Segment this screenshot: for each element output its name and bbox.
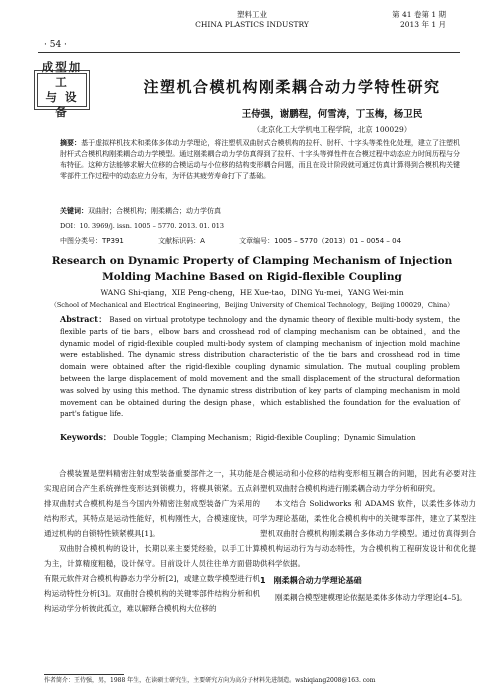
authors-en: WANG Shi-qiang，XIE Peng-cheng，HE Xue-tao，DING Yu-mei，YANG Wei-min [100, 288, 404, 297]
issue-info [392, 10, 446, 30]
journal-name-en: CHINA PLASTICS INDUSTRY [195, 20, 309, 29]
keywords-cn [60, 206, 221, 216]
body-paragraph: 合模运动和小位移的结构变形相互耦合的问题，因此有必要对注塑机双曲肘合模机构进行刚柔耦合动力学分析和研究。 [260, 469, 476, 493]
column-badge-line1: 成型加工 [41, 60, 83, 89]
abstract-label-cn: 摘要： [60, 139, 82, 147]
title-en-line1: Research on Dynamic Property of Clamping Mechanism of Injection [51, 255, 453, 267]
keywords-label-en: Keywords： [60, 432, 112, 442]
affiliation-cn: （北京化工大学机电工程学院，北京 100029） [252, 125, 412, 134]
body-paragraph: 双曲肘合模机构的设计，长期以来主要凭经验，以手工计算为主，计算精度粗糙，设计保守。目前设计人员往往单方面借助有限元软件对合模机构静态力学分析[2]，或建立数学模型进行机构运动特性分析[3]。双曲肘合模机构的关键零部件结构分析和机构运动学分析彼此孤立，难以解释合模机构大位移的 [44, 544, 260, 613]
body-column-left [44, 466, 260, 616]
affiliation-en: （School of Mechanical and Electrical Engineering，Beijing University of Chemical Technology，Beijing 100029，China） [50, 301, 454, 309]
article-title-en [20, 253, 484, 285]
column-badge-line2: 与 设 备 [45, 90, 79, 119]
keywords-label-cn: 关键词： [60, 206, 88, 215]
issue-date: 2013 年 1 月 [399, 20, 446, 29]
body-paragraph: 刚柔耦合模型建模理论依据是柔体多体动力学理论[4–5]。 [275, 593, 467, 602]
author-footnote: 作者简介：王侍强，男，1988 年生，在读硕士研究生，主要研究方向为高分子材料先进制造。wshiqiang2008@163. com [44, 677, 376, 684]
keywords-text-en: Double Toggle；Clamping Mechanism；Rigid-flexible Coupling；Dynamic Simulation [113, 434, 416, 442]
article-title-cn: 注塑机合模机构刚柔耦合动力学特性研究 [143, 78, 441, 96]
body-paragraph: 合模装置是塑料精密注射成型装备重要部件之一，其功能是实现启闭合产生系统弹性变形达到锁模力，将模具锁紧。五点斜排双曲肘式合模机构是当今国内外精密注射成型装备广为采用的结构形式，其特点是运动性能好，机构刚性大，合模速度快，可通过机构的自锁特性锁紧模具[1]。 [44, 469, 260, 538]
keywords-en [60, 432, 415, 443]
page-number: · 54 · [44, 40, 67, 50]
journal-name-cn: 塑料工业 [237, 10, 267, 19]
abstract-text-en: Based on virtual prototype technology and the dynamic theory of flexible multi-body system，the flexible parts of tie bars，elbow bars and crosshead rod of clamping mechanism can be obtained，and the dynamic model of rigid-flexible coupled multi-body system of clamping mechanism of injection mold machine were established. The dynamic stress distribution characteristic of the tie bars and crosshead rod in time domain were obtained after the rigid-flexible coupling dynamic simulation. The mutual coupling problem between the large displacement of mold movement and the small displacement of the structural deformation was solved by using this method. The dynamic stress distribution of key parts of clamping mechanism in mold movement can be obtained during the design phase，which established the foundation for the evaluation of part's fatigue life. [60, 316, 460, 419]
keywords-text-cn: 双曲肘；合模机构；刚柔耦合；动力学仿真 [88, 207, 221, 215]
abstract-text-cn: 基于虚拟样机技术和柔体多体动力学理论，将注塑机双曲肘式合模机构的拉杆、肘杆、十字头等柔性化处理，建立了注塑机肘杆式合模机构刚柔耦合动力学模型。通过刚柔耦合动力学仿真得到了拉杆、十字头等弹性件在合模过程中动态应力时间历程与分布特征。这种方法能够求解大位移的合模运动与小位移的结构变形耦合问题，而且在设计阶段就可通过仿真计算得到合模机构关键零部件工作过程中的动态应力分布，为评估其疲劳寿命打下了基础。 [60, 139, 461, 180]
volume-issue: 第 41 卷第 1 期 [392, 10, 446, 19]
classification-line [60, 236, 433, 246]
abstract-en [60, 314, 460, 421]
document-code: 文献标识码：A [158, 237, 205, 245]
clc-number: 中图分类号：TP391 [60, 237, 124, 245]
abstract-cn [60, 138, 460, 182]
header-rule [38, 52, 460, 53]
doi: DOI：10. 3969/j. issn. 1005 – 5770. 2013. 01. 013 [60, 222, 225, 230]
authors-cn: 王侍强，谢鹏程，何雪涛，丁玉梅，杨卫民 [241, 109, 423, 120]
column-badge [34, 60, 90, 119]
article-number: 文章编号：1005 – 5770（2013）01 – 0054 – 04 [239, 237, 402, 245]
abstract-label-en: Abstract： [60, 314, 107, 324]
body-paragraph: 本文结合 Solidworks 和 ADAMS 软件，以柔性多体动力学为理论基础，柔性化合模机构中的关键零部件，建立了某型注塑机双曲肘合模机构刚柔耦合多体动力学模型。通过仿真得到合模机构运动行为与动态特性，为合模机构工程研发设计和优化提供科学依据。 [260, 499, 476, 568]
section-heading: 1 刚柔耦合动力学理论基础 [260, 576, 362, 585]
title-en-line2: Molding Machine Based on Rigid-flexible Coupling [102, 271, 402, 283]
body-column-right [260, 466, 476, 605]
footnote-rule [44, 674, 124, 675]
